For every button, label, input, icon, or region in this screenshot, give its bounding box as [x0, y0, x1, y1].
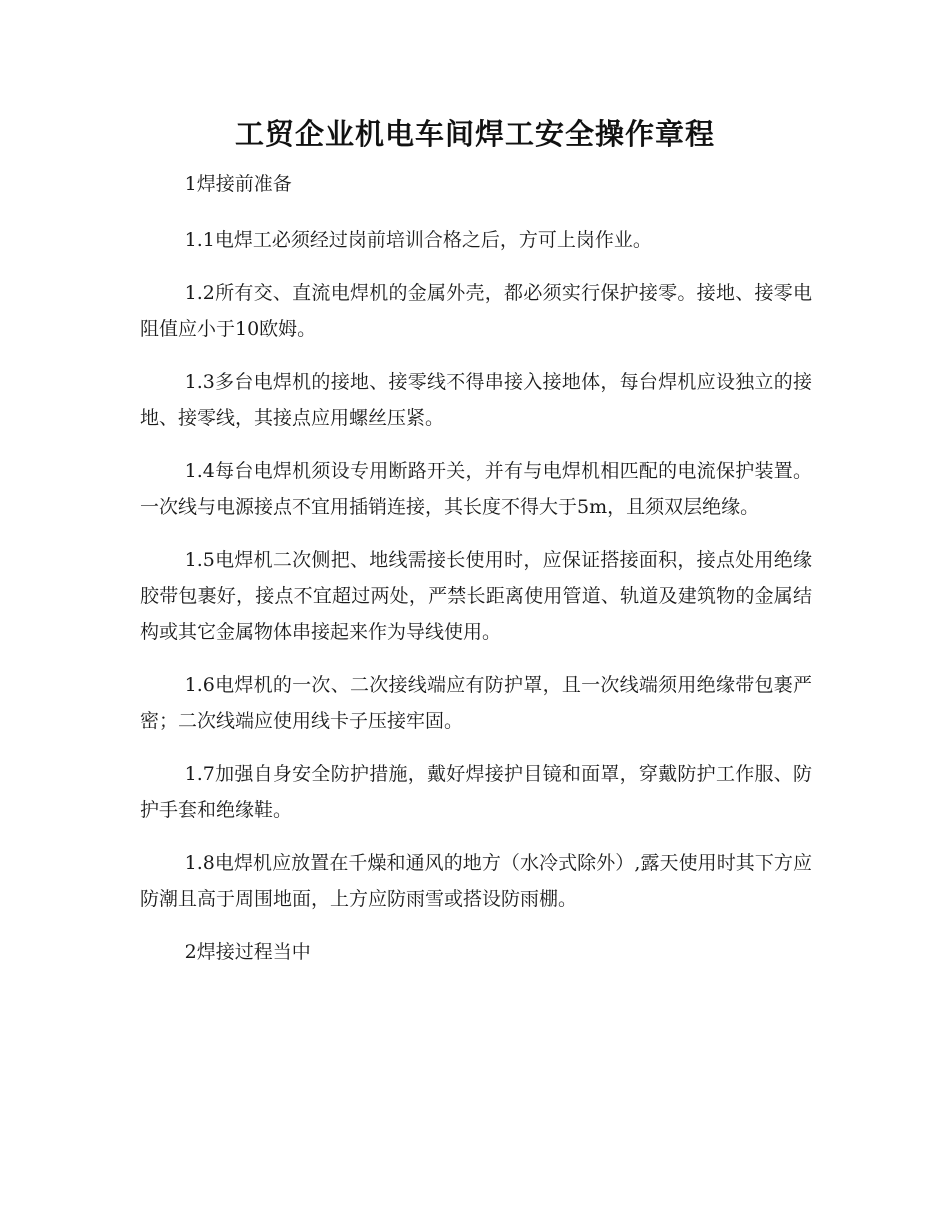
document-title: 工贸企业机电车间焊工安全操作章程 — [234, 117, 715, 151]
section-heading: 1焊接前准备 — [184, 173, 292, 195]
paragraph: 1.2所有交、直流电焊机的金属外壳，都必须实行保护接零。接地、接零电 阻值应小于10欧姆。 — [140, 282, 812, 340]
paragraph: 1.7加强自身安全防护措施，戴好焊接护目镜和面罩，穿戴防护工作服、防 护手套和绝缘鞋。 — [140, 763, 812, 821]
paragraph: 1.6电焊机的一次、二次接线端应有防护罩，且一次线端须用绝缘带包裹严 密；二次线端应使用线卡子压接牢固。 — [140, 674, 812, 732]
section-heading: 2焊接过程当中 — [184, 941, 311, 963]
paragraph: 1.5电焊机二次侧把、地线需接长使用时，应保证搭接面积，接点处用绝缘 胶带包裹好，接点不宜超过两处，严禁长距离使用管道、轨道及建筑物的金属结 构或其它金属物体串接起来作为导线使用。 — [140, 549, 812, 643]
paragraph: 1.1电焊工必须经过岗前培训合格之后，方可上岗作业。 — [184, 229, 652, 251]
paragraph: 1.8电焊机应放置在千燥和通风的地方（水冷式除外）,露天使用时其下方应 防潮且高于周围地面，上方应防雨雪或搭设防雨棚。 — [140, 852, 812, 910]
paragraph: 1.3多台电焊机的接地、接零线不得串接入接地体，每台焊机应设独立的接 地、接零线，其接点应用螺丝压紧。 — [140, 371, 812, 429]
document-body — [140, 166, 812, 990]
paragraph: 1.4每台电焊机须设专用断路开关，并有与电焊机相匹配的电流保护装置。 一次线与电源接点不宜用插销连接，其长度不得大于5m，且须双层绝缘。 — [140, 460, 812, 518]
